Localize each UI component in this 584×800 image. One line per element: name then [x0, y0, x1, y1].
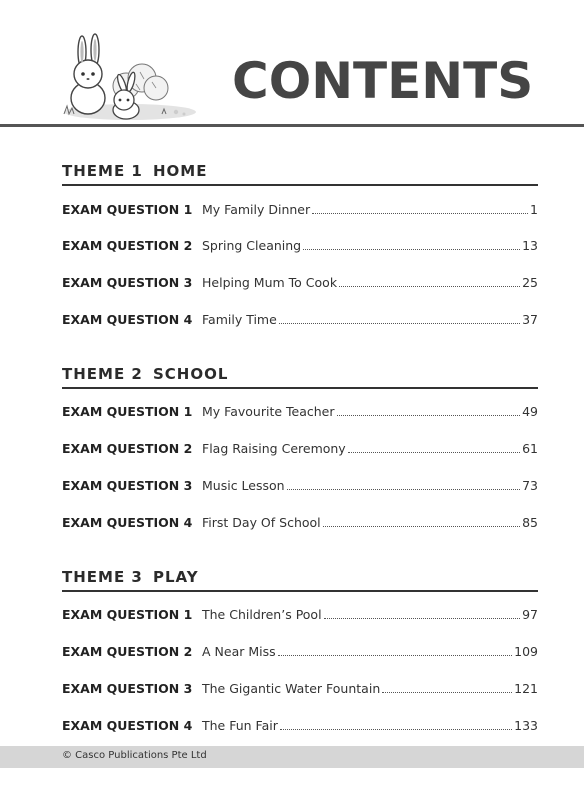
page-number: 109	[514, 644, 538, 659]
entry-title: The Fun Fair	[202, 718, 278, 733]
theme-number: THEME 3	[62, 568, 143, 586]
theme-name: SCHOOL	[153, 365, 229, 383]
entry-title: Flag Raising Ceremony	[202, 441, 346, 456]
page-number: 121	[514, 681, 538, 696]
question-label: EXAM QUESTION 2	[62, 238, 193, 253]
theme-heading	[62, 363, 538, 385]
page-title: CONTENTS	[232, 52, 534, 110]
dot-leader	[339, 286, 520, 287]
page-number: 61	[522, 441, 538, 456]
toc-entry[interactable]	[62, 404, 538, 422]
dot-leader	[337, 415, 521, 416]
theme-name: HOME	[153, 162, 208, 180]
toc-entry[interactable]	[62, 607, 538, 625]
page-number: 85	[522, 515, 538, 530]
page-number: 1	[530, 202, 538, 217]
entry-title: The Gigantic Water Fountain	[202, 681, 381, 696]
theme-divider	[62, 184, 538, 186]
question-label: EXAM QUESTION 3	[62, 478, 193, 493]
dot-leader	[279, 323, 520, 324]
question-label: EXAM QUESTION 1	[62, 404, 193, 419]
dot-leader	[303, 249, 520, 250]
dot-leader	[312, 213, 528, 214]
theme-number: THEME 2	[62, 365, 143, 383]
entry-title: My Family Dinner	[202, 202, 311, 217]
page-number: 73	[522, 478, 538, 493]
toc-entry[interactable]	[62, 515, 538, 533]
copyright-text: © Casco Publications Pte Ltd	[62, 750, 207, 761]
toc-entry[interactable]	[62, 238, 538, 256]
question-label: EXAM QUESTION 3	[62, 275, 193, 290]
dot-leader	[323, 526, 520, 527]
toc-entry[interactable]	[62, 275, 538, 293]
theme-number: THEME 1	[62, 162, 143, 180]
dot-leader	[280, 729, 512, 730]
theme-heading	[62, 160, 538, 182]
entry-title: The Children’s Pool	[202, 607, 322, 622]
toc-entry[interactable]	[62, 478, 538, 496]
dot-leader	[382, 692, 512, 693]
question-label: EXAM QUESTION 1	[62, 607, 193, 622]
theme-heading	[62, 566, 538, 588]
question-label: EXAM QUESTION 2	[62, 441, 193, 456]
entry-title: Family Time	[202, 312, 277, 327]
theme-divider	[62, 590, 538, 592]
toc-entry[interactable]	[62, 681, 538, 699]
toc-entry[interactable]	[62, 718, 538, 736]
toc-entry[interactable]	[62, 644, 538, 662]
theme-section	[62, 160, 538, 327]
toc-entry[interactable]	[62, 312, 538, 330]
page-header	[0, 0, 584, 128]
entry-title: Music Lesson	[202, 478, 285, 493]
dot-leader	[287, 489, 521, 490]
rabbits-illustration	[58, 32, 198, 124]
toc-entry[interactable]	[62, 202, 538, 220]
dot-leader	[348, 452, 520, 453]
theme-divider	[62, 387, 538, 389]
entry-title: First Day Of School	[202, 515, 321, 530]
question-label: EXAM QUESTION 3	[62, 681, 193, 696]
entry-title: A Near Miss	[202, 644, 276, 659]
entry-title: Helping Mum To Cook	[202, 275, 338, 290]
page-number: 25	[522, 275, 538, 290]
theme-section	[62, 566, 538, 733]
dot-leader	[278, 655, 513, 656]
footer-bar	[0, 746, 584, 768]
question-label: EXAM QUESTION 4	[62, 515, 193, 530]
theme-name: PLAY	[153, 568, 199, 586]
entry-title: My Favourite Teacher	[202, 404, 335, 419]
page-number: 37	[522, 312, 538, 327]
toc-entry[interactable]	[62, 441, 538, 459]
question-label: EXAM QUESTION 1	[62, 202, 193, 217]
page-number: 133	[514, 718, 538, 733]
question-label: EXAM QUESTION 4	[62, 312, 193, 327]
header-divider	[0, 124, 584, 127]
page-number: 49	[522, 404, 538, 419]
theme-section	[62, 363, 538, 530]
dot-leader	[324, 618, 521, 619]
entry-title: Spring Cleaning	[202, 238, 302, 253]
question-label: EXAM QUESTION 2	[62, 644, 193, 659]
page-number: 13	[522, 238, 538, 253]
page-number: 97	[522, 607, 538, 622]
question-label: EXAM QUESTION 4	[62, 718, 193, 733]
